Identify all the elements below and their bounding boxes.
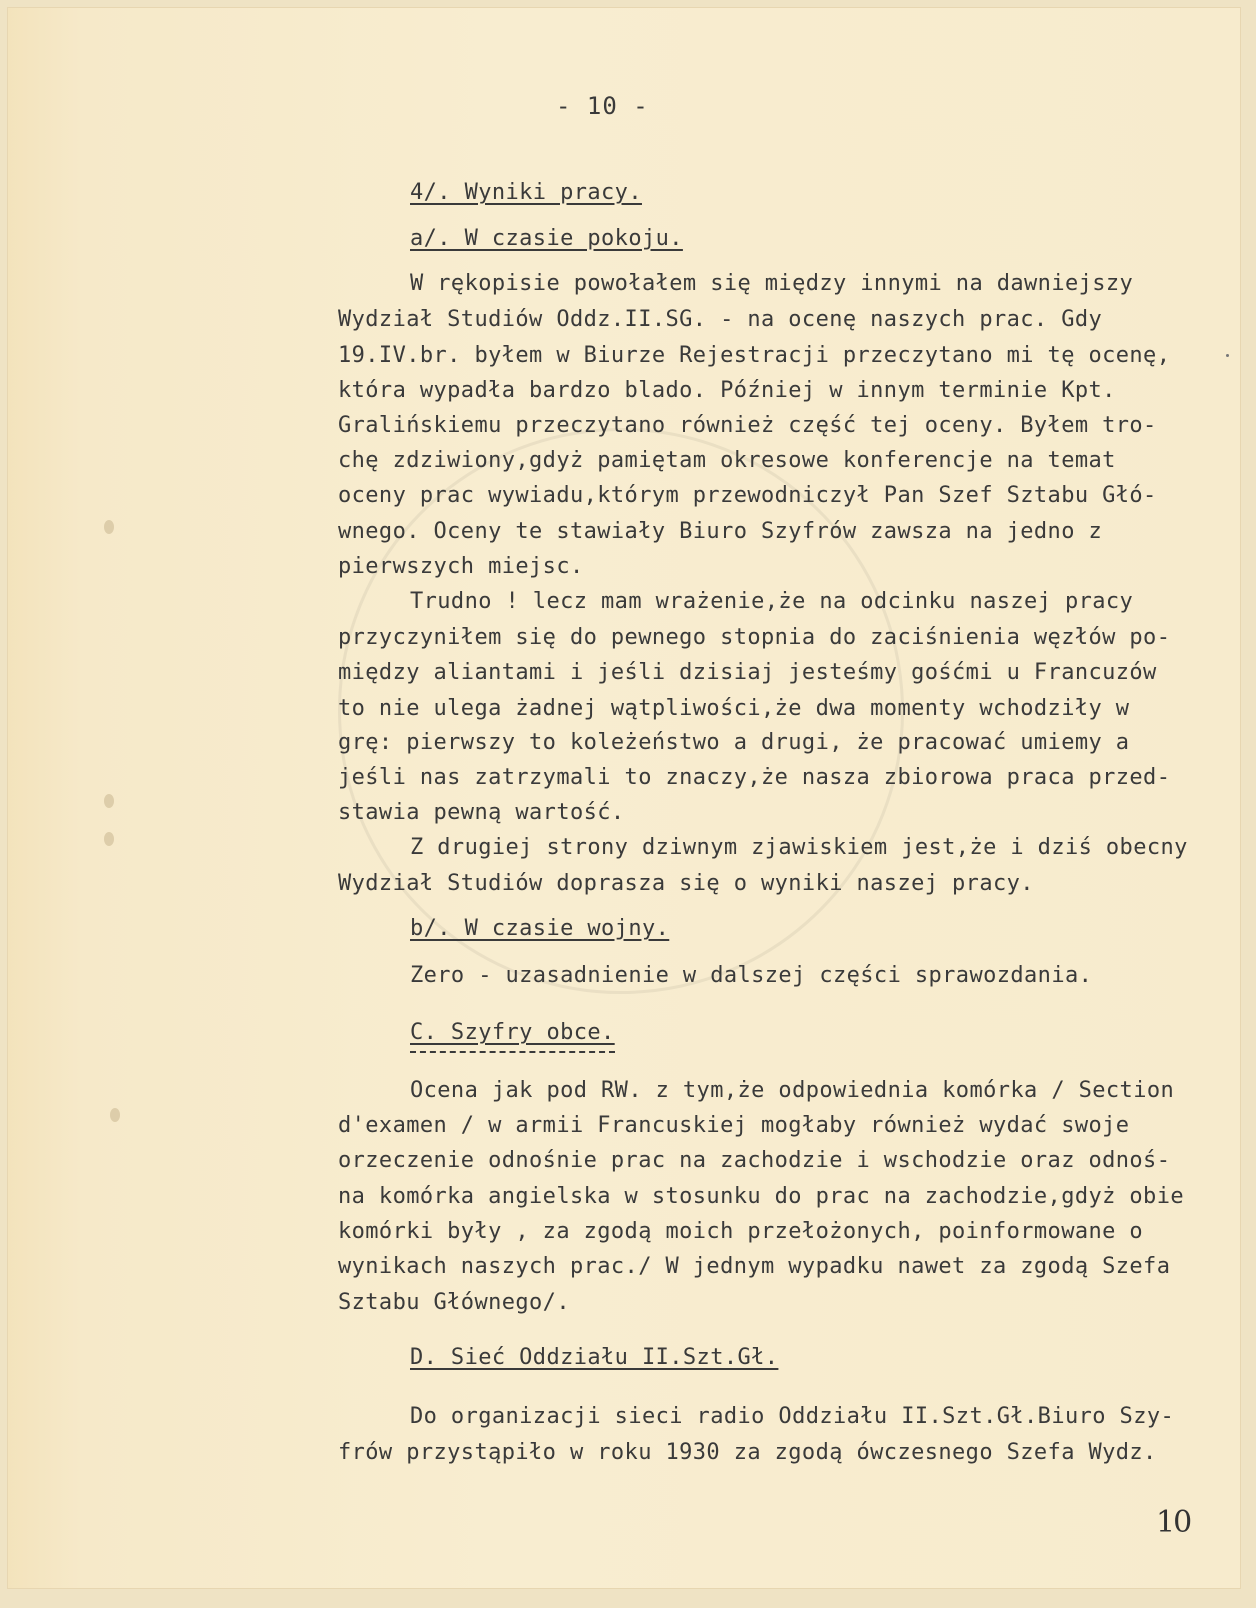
text-line: chę zdziwiony,gdyż pamiętam okresowe konferencje na temat (338, 448, 1116, 473)
punch-hole (104, 520, 114, 534)
handwritten-page-number: 10 (1156, 1505, 1191, 1540)
punch-hole (104, 832, 114, 846)
text-line: Ocena jak pod RW. z tym,że odpowiednia komórka / Section (410, 1078, 1175, 1103)
text-line: Trudno ! lecz mam wrażenie,że na odcinku naszej pracy (410, 589, 1134, 614)
text-line: W rękopisie powołałem się między innymi na dawniejszy (410, 271, 1134, 296)
text-line: grę: pierwszy to koleżeństwo a drugi, że pracować umiemy a (338, 730, 1130, 755)
text-line: to nie ulega żadnej wątpliwości,że dwa momenty wchodziły w (338, 696, 1130, 721)
text-line: pierwszych miejsc. (338, 554, 584, 579)
text-line: na komórka angielska w stosunku do prac na zachodzie,gdyż obie (338, 1184, 1184, 1209)
text-line: wynikach naszych prac./ W jednym wypadku nawet za zgodą Szefa (338, 1254, 1171, 1279)
text-line: komórki były , za zgodą moich przełożonych, poinformowane o (338, 1219, 1144, 1244)
section-heading: a/. W czasie pokoju. (410, 226, 683, 251)
text-line: orzeczenie odnośnie prac na zachodzie i wschodzie oraz odnoś- (338, 1148, 1171, 1173)
text-line: Zero - uzasadnienie w dalszej części sprawozdania. (410, 963, 1093, 988)
text-line: Z drugiej strony dziwnym zjawiskiem jest,że i dziś obecny (410, 835, 1188, 860)
text-line: 19.IV.br. byłem w Biurze Rejestracji przeczytano mi tę ocenę, (338, 343, 1171, 368)
text-line: jeśli nas zatrzymali to znaczy,że nasza zbiorowa praca przed- (338, 765, 1171, 790)
page-number: - 10 - (556, 92, 649, 120)
section-heading: C. Szyfry obce. (410, 1020, 615, 1053)
section-heading: D. Sieć Oddziału II.Szt.Gł. (410, 1345, 779, 1370)
text-line: Sztabu Głównego/. (338, 1290, 570, 1315)
text-line: Do organizacji sieci radio Oddziału II.Szt.Gł.Biuro Szy- (410, 1404, 1175, 1429)
text-line: frów przystąpiło w roku 1930 za zgodą ówczesnego Szefa Wydz. (338, 1440, 1157, 1465)
text-line: która wypadła bardzo blado. Później w innym terminie Kpt. (338, 378, 1116, 403)
section-heading: b/. W czasie wojny. (410, 916, 670, 941)
ink-dot (1226, 354, 1229, 357)
text-line: Wydział Studiów Oddz.II.SG. - na ocenę naszych prac. Gdy (338, 307, 1103, 332)
text-line: Gralińskiemu przeczytano również część tej oceny. Byłem tro- (338, 413, 1157, 438)
text-line: stawia pewną wartość. (338, 800, 625, 825)
punch-hole (104, 794, 114, 808)
text-line: oceny prac wywiadu,którym przewodniczył Pan Szef Sztabu Głó- (338, 483, 1157, 508)
text-line: Wydział Studiów doprasza się o wyniki naszej pracy. (338, 871, 1034, 896)
text-line: przyczyniłem się do pewnego stopnia do zaciśnienia węzłów po- (338, 625, 1171, 650)
section-heading: 4/. Wyniki pracy. (410, 180, 642, 205)
text-line: między aliantami i jeśli dzisiaj jesteśmy gośćmi u Francuzów (338, 660, 1157, 685)
punch-hole (110, 1108, 120, 1122)
text-line: d'examen / w armii Francuskiej mogłaby również wydać swoje (338, 1113, 1130, 1138)
document-page (8, 8, 1240, 1588)
text-line: wnego. Oceny te stawiały Biuro Szyfrów zawsza na jedno z (338, 519, 1103, 544)
